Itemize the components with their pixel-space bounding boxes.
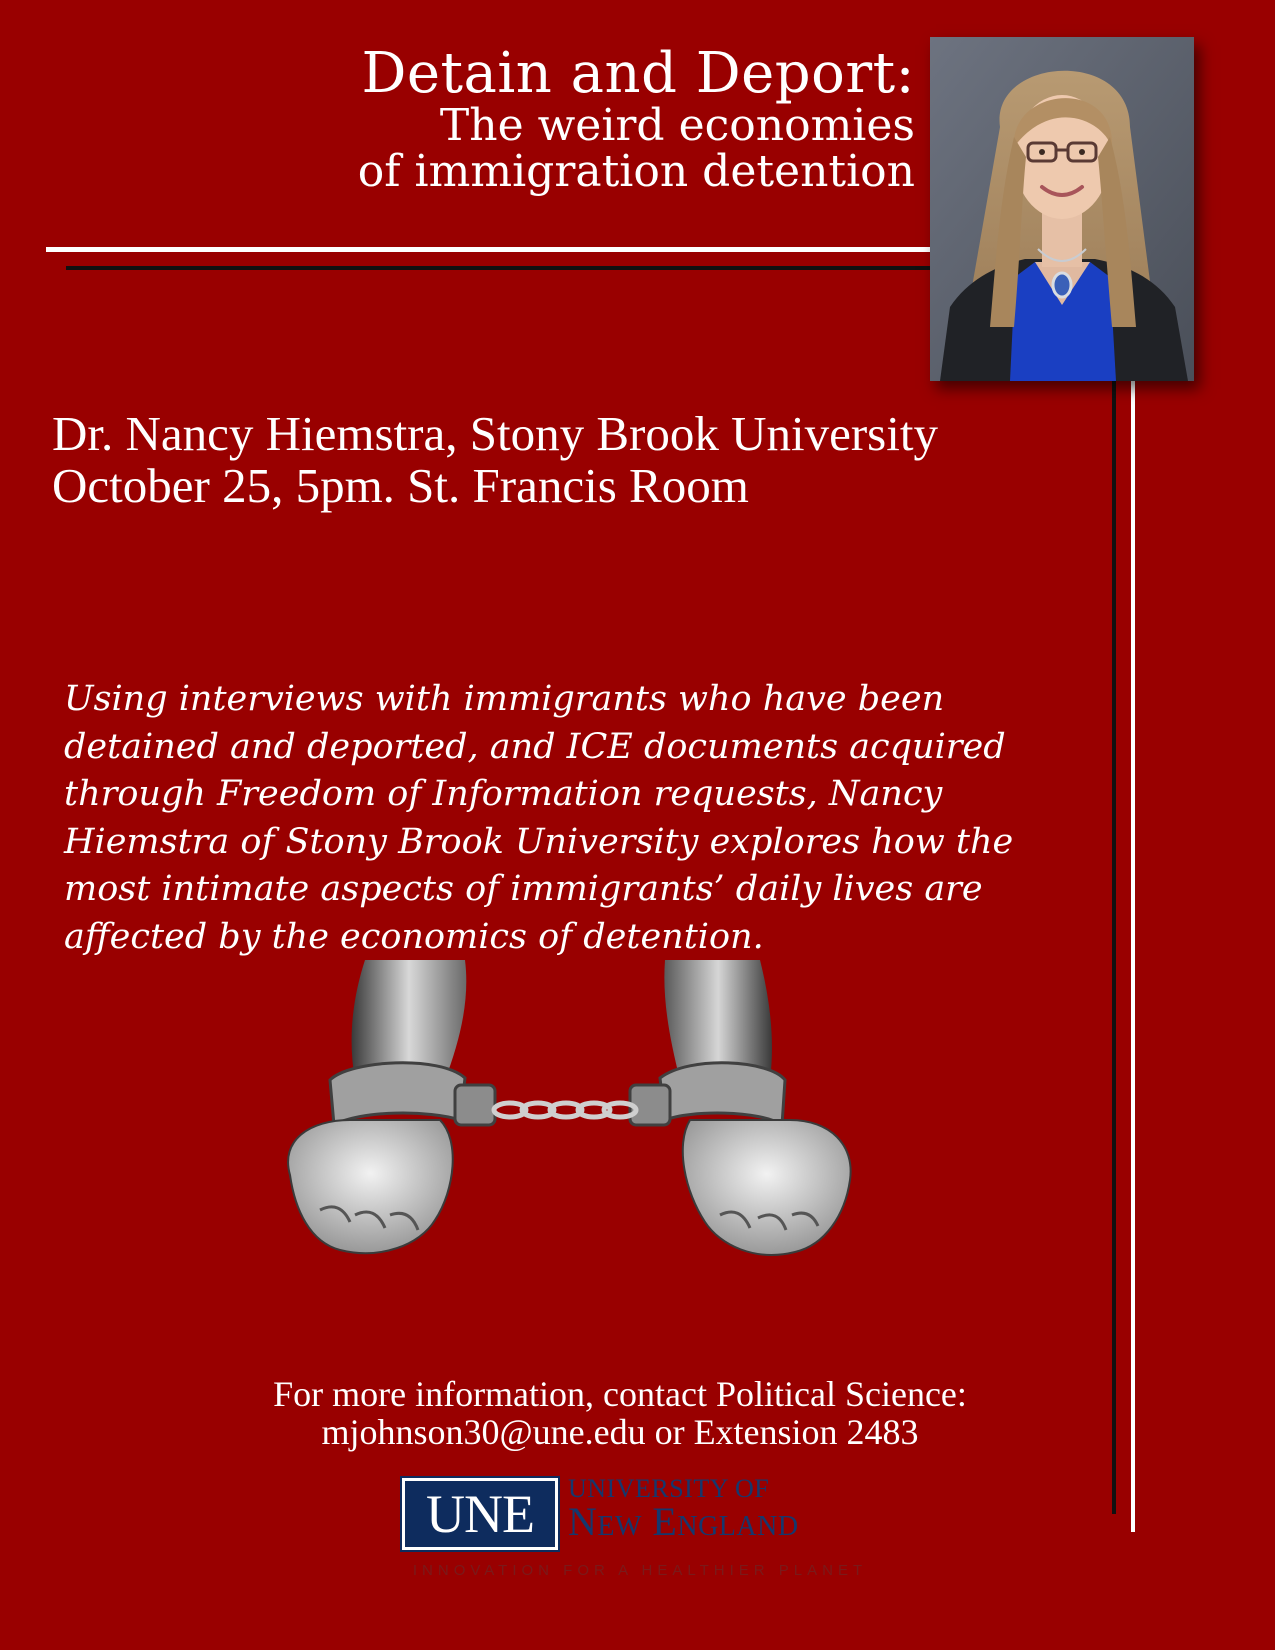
event-date-location: October 25, 5pm. St. Francis Room	[52, 458, 749, 513]
une-logo	[400, 1474, 880, 1579]
logo-wordmark	[568, 1476, 799, 1542]
poster-title	[55, 41, 915, 197]
logo-mark: UNE	[402, 1478, 558, 1550]
description-line: detained and deported, and ICE documents acquired	[64, 726, 1006, 767]
event-details	[52, 408, 1112, 512]
title-subtitle-line2: of immigration detention	[357, 146, 915, 197]
handcuffed-hands-icon	[270, 960, 890, 1280]
contact-email-extension: mjohnson30@une.edu or Extension 2483	[321, 1412, 919, 1452]
description-line: most intimate aspects of immigrants’ daily lives are	[64, 869, 983, 909]
speaker-portrait-icon	[930, 37, 1194, 381]
title-main: Detain and Deport:	[361, 41, 915, 106]
description-line: through Freedom of Information requests, Nancy	[64, 774, 943, 814]
event-description	[64, 676, 1074, 961]
handcuffs-illustration	[270, 960, 890, 1280]
contact-info	[150, 1375, 1090, 1451]
description-line: Hiemstra of Stony Brook University explores how the	[64, 821, 1014, 862]
logo-tagline: INNOVATION FOR A HEALTHIER PLANET	[412, 1562, 868, 1579]
description-line: affected by the economics of detention.	[64, 916, 764, 957]
divider-black-horizontal	[66, 266, 932, 270]
divider-white-vertical	[1131, 380, 1135, 1532]
speaker-photo	[930, 37, 1194, 381]
contact-prompt: For more information, contact Political Science:	[273, 1374, 967, 1414]
description-line: Using interviews with immigrants who have been	[64, 679, 945, 719]
divider-black-vertical	[1112, 380, 1116, 1514]
title-subtitle-line1: The weird economies	[439, 100, 915, 151]
logo-name-line2: New England	[568, 1499, 799, 1544]
speaker-name: Dr. Nancy Hiemstra, Stony Brook University	[52, 406, 938, 461]
logo-name-line1: UNIVERSITY OF	[568, 1474, 770, 1503]
divider-white-horizontal	[46, 247, 932, 252]
